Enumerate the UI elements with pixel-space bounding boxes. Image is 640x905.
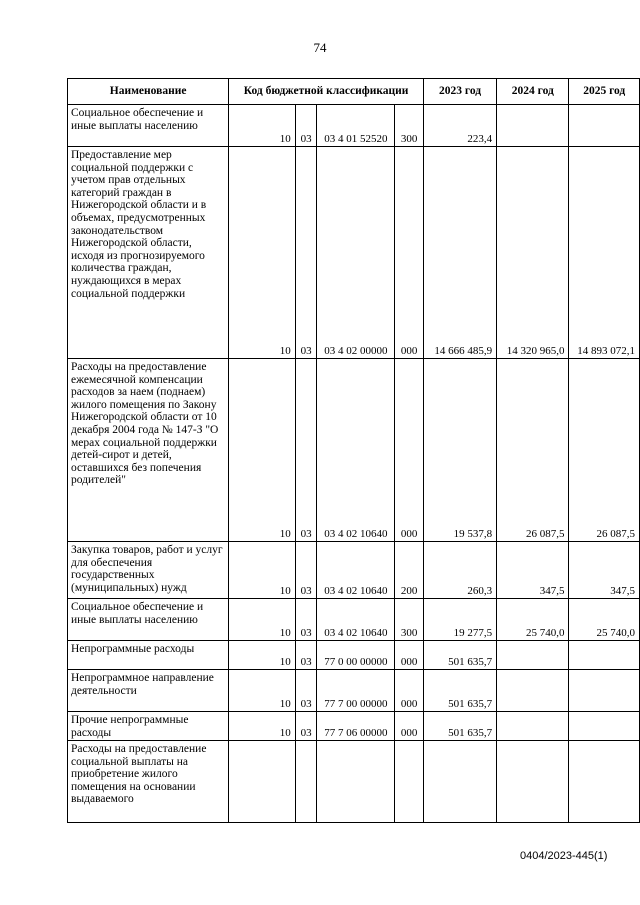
- row-name: Социальное обеспечение и иные выплаты населению: [68, 599, 229, 641]
- header-name: Наименование: [68, 79, 229, 105]
- row-section: 10: [229, 641, 296, 670]
- row-section: 10: [229, 712, 296, 741]
- row-type: [395, 741, 424, 823]
- row-name: Расходы на предоставление ежемесячной компенсации расходов за наем (поднаем) жилого помещения по Закону Нижегородской области от 10 декабря 2004 года № 147-З "О мерах социальной поддержки детей-сирот и детей, оставшихся без попечения родителей": [68, 359, 229, 542]
- budget-table: [67, 78, 640, 823]
- row-type: 200: [395, 542, 424, 599]
- table-row: [68, 105, 640, 147]
- row-type: 000: [395, 359, 424, 542]
- row-2023: 260,3: [423, 542, 496, 599]
- row-subsection: 03: [295, 670, 317, 712]
- row-subsection: 03: [295, 147, 317, 359]
- row-subsection: 03: [295, 542, 317, 599]
- row-type: 300: [395, 599, 424, 641]
- table-row: [68, 712, 640, 741]
- row-name: Закупка товаров, работ и услуг для обеспечения государственных (муниципальных) нужд: [68, 542, 229, 599]
- row-section: [229, 741, 296, 823]
- row-2025: [569, 670, 640, 712]
- row-2023: [423, 741, 496, 823]
- row-2024: 14 320 965,0: [497, 147, 569, 359]
- row-type: 000: [395, 147, 424, 359]
- row-2025: 26 087,5: [569, 359, 640, 542]
- document-id: 0404/2023-445(1): [520, 850, 608, 862]
- table-row: [68, 147, 640, 359]
- header-2023: 2023 год: [423, 79, 496, 105]
- row-2025: 347,5: [569, 542, 640, 599]
- row-2024: [497, 670, 569, 712]
- table-row: [68, 599, 640, 641]
- table-row: [68, 641, 640, 670]
- row-section: 10: [229, 599, 296, 641]
- row-target: [317, 741, 395, 823]
- row-name: Прочие непрограммные расходы: [68, 712, 229, 741]
- row-2025: [569, 641, 640, 670]
- row-section: 10: [229, 542, 296, 599]
- row-2024: 25 740,0: [497, 599, 569, 641]
- row-subsection: 03: [295, 599, 317, 641]
- row-name: Социальное обеспечение и иные выплаты населению: [68, 105, 229, 147]
- row-subsection: [295, 741, 317, 823]
- row-target: 77 7 06 00000: [317, 712, 395, 741]
- row-2023: 501 635,7: [423, 641, 496, 670]
- row-target: 03 4 02 10640: [317, 599, 395, 641]
- row-subsection: 03: [295, 712, 317, 741]
- row-name: Непрограммные расходы: [68, 641, 229, 670]
- row-2024: [497, 641, 569, 670]
- row-2024: 26 087,5: [497, 359, 569, 542]
- row-target: 03 4 02 00000: [317, 147, 395, 359]
- row-2023: 501 635,7: [423, 712, 496, 741]
- row-2023: 223,4: [423, 105, 496, 147]
- row-2024: 347,5: [497, 542, 569, 599]
- row-2025: 14 893 072,1: [569, 147, 640, 359]
- row-type: 000: [395, 712, 424, 741]
- row-target: 77 0 00 00000: [317, 641, 395, 670]
- header-2024: 2024 год: [497, 79, 569, 105]
- row-2025: [569, 712, 640, 741]
- row-type: 000: [395, 641, 424, 670]
- row-2024: [497, 712, 569, 741]
- row-subsection: 03: [295, 105, 317, 147]
- row-2025: 25 740,0: [569, 599, 640, 641]
- row-section: 10: [229, 147, 296, 359]
- row-2024: [497, 105, 569, 147]
- row-type: 000: [395, 670, 424, 712]
- header-2025: 2025 год: [569, 79, 640, 105]
- row-2025: [569, 741, 640, 823]
- header-code: Код бюджетной классификации: [229, 79, 424, 105]
- row-subsection: 03: [295, 359, 317, 542]
- table-row: [68, 670, 640, 712]
- row-section: 10: [229, 105, 296, 147]
- row-2023: 14 666 485,9: [423, 147, 496, 359]
- row-2025: [569, 105, 640, 147]
- row-target: 03 4 02 10640: [317, 359, 395, 542]
- row-subsection: 03: [295, 641, 317, 670]
- row-2023: 19 277,5: [423, 599, 496, 641]
- row-type: 300: [395, 105, 424, 147]
- row-name: Непрограммное направление деятельности: [68, 670, 229, 712]
- table-header-row: [68, 79, 640, 105]
- table-row: [68, 542, 640, 599]
- row-section: 10: [229, 670, 296, 712]
- page-number: 74: [313, 40, 327, 55]
- row-name: Предоставление мер социальной поддержки с учетом прав отдельных категорий граждан в Нижегородской области и в объемах, предусмотренных законодательством Нижегородской области, исходя из прогнозируемого количества граждан, нуждающихся в мерах социальной поддержки: [68, 147, 229, 359]
- table-row: [68, 359, 640, 542]
- row-2024: [497, 741, 569, 823]
- row-target: 03 4 02 10640: [317, 542, 395, 599]
- row-section: 10: [229, 359, 296, 542]
- row-2023: 19 537,8: [423, 359, 496, 542]
- row-name: Расходы на предоставление социальной выплаты на приобретение жилого помещения на основании выдаваемого: [68, 741, 229, 823]
- row-target: 77 7 00 00000: [317, 670, 395, 712]
- row-target: 03 4 01 52520: [317, 105, 395, 147]
- table-row: [68, 741, 640, 823]
- row-2023: 501 635,7: [423, 670, 496, 712]
